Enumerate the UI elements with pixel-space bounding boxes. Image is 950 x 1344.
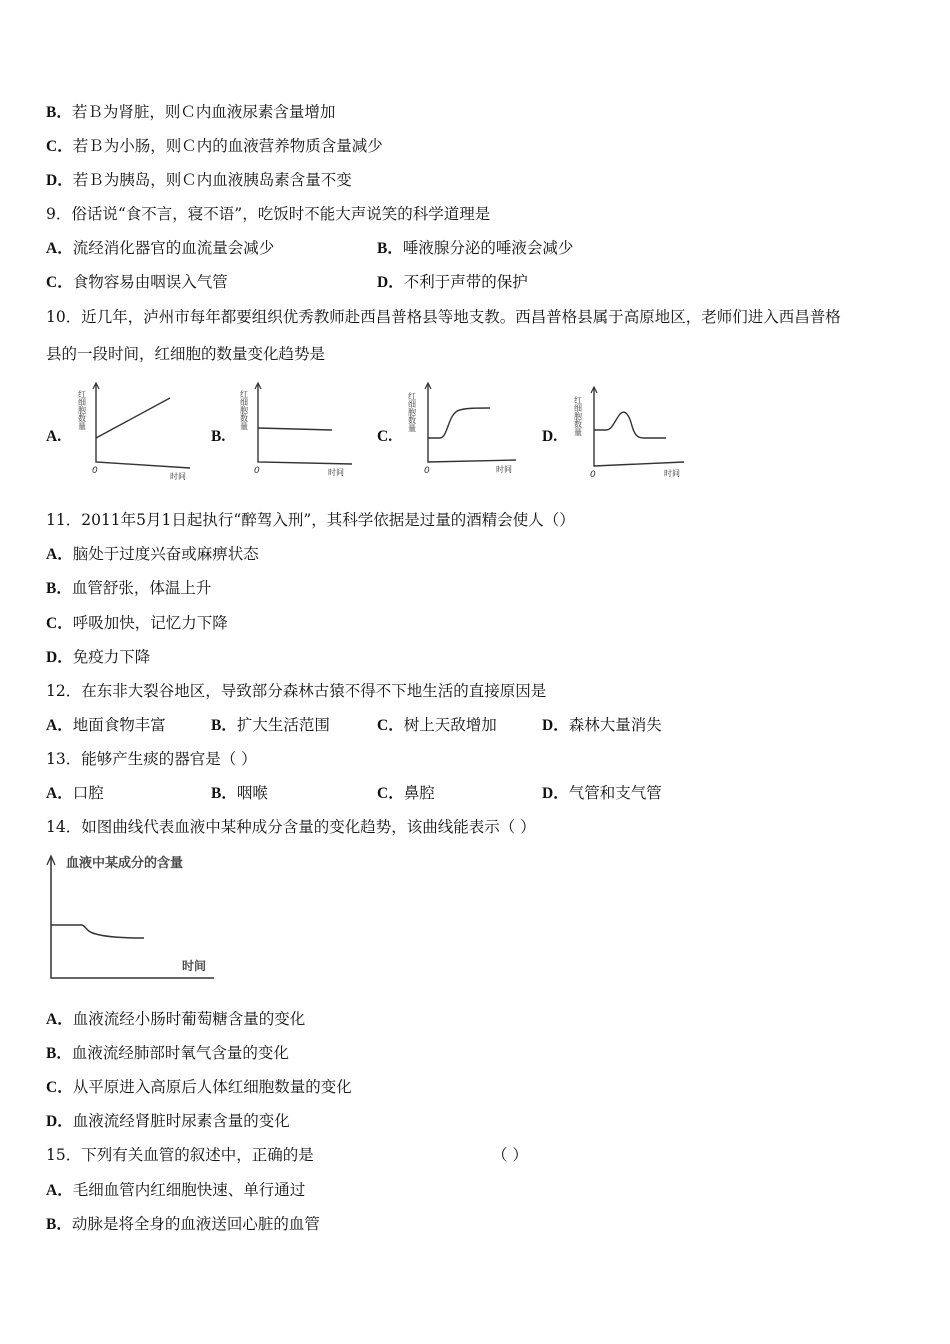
q12-stem: 12．在东非大裂谷地区，导致部分森林古猿不得不下地生活的直接原因是: [46, 682, 547, 700]
q13-option-c: C．鼻腔: [377, 784, 435, 802]
q11-stem: 11．2011年5月1日起执行“醉驾入刑”，其科学依据是过量的酒精会使人（）: [46, 511, 575, 529]
q8-option-d: D．若Ｂ为胰岛，则Ｃ内血液胰岛素含量不变: [46, 171, 352, 189]
q11-option-b: B．血管舒张，体温上升: [46, 579, 212, 597]
graph-d-ylabel: 红细胞数量: [573, 396, 583, 436]
q9-option-d: D．不利于声带的保护: [377, 273, 528, 291]
q15-option-a: A．毛细血管内红细胞快速、单行通过: [46, 1181, 306, 1199]
graph-b-curve: [258, 428, 332, 430]
graph-d-axes: [594, 388, 684, 466]
q14-graph: [40, 850, 230, 990]
q14-option-d: D．血液流经肾脏时尿素含量的变化: [46, 1112, 290, 1130]
q13-option-d: D．气管和支气管: [542, 784, 662, 802]
q14-option-a: A．血液流经小肠时葡萄糖含量的变化: [46, 1010, 306, 1028]
graph-b-origin: 0: [254, 466, 260, 476]
q11-option-c: C．呼吸加快，记忆力下降: [46, 614, 228, 632]
q9-option-c: C．食物容易由咽误入气管: [46, 273, 228, 291]
graph-b-ylabel: 红细胞数量: [240, 390, 249, 430]
graph-a-origin: 0: [92, 466, 98, 476]
q13-stem: 13．能够产生痰的器官是（ ）: [46, 750, 257, 768]
graph-c-axes: [428, 384, 516, 462]
q14-option-c: C．从平原进入高原后人体红细胞数量的变化: [46, 1078, 352, 1096]
q10-graph-c: [408, 380, 528, 480]
q14-option-b: B．血液流经肺部时氧气含量的变化: [46, 1044, 289, 1062]
graph-c-ylabel: 红细胞数量: [408, 392, 417, 432]
q12-option-c: C．树上天敌增加: [377, 716, 497, 734]
graph-c-xlabel: 时间: [496, 465, 512, 474]
q10-stem-line2: 县的一段时间，红细胞的数量变化趋势是: [46, 345, 326, 363]
q15-stem: 15．下列有关血管的叙述中，正确的是: [46, 1146, 314, 1164]
q14-stem: 14．如图曲线代表血液中某种成分含量的变化趋势，该曲线能表示（ ）: [46, 818, 536, 836]
q10-graph-a-label: A.: [46, 428, 62, 445]
q12-option-d: D．森林大量消失: [542, 716, 662, 734]
graph-a-curve: [96, 398, 170, 438]
q11-option-a: A．脑处于过度兴奋或麻痹状态: [46, 545, 259, 563]
graph-a-ylabel: 红细胞数量: [78, 390, 87, 430]
q10-graph-a: [78, 380, 198, 480]
q14-graph-xlabel: 时间: [182, 959, 207, 973]
graph-b-xlabel: 时间: [328, 468, 344, 477]
q10-graph-b: [240, 380, 360, 480]
graph-d-origin: 0: [590, 470, 596, 480]
q10-graph-b-label: B.: [211, 428, 226, 445]
q10-stem-line1: 10．近几年，泸州市每年都要组织优秀教师赴西昌普格县等地支教。西昌普格县属于高原地区，老师们进入西昌普格: [46, 308, 841, 326]
q11-option-d: D．免疫力下降: [46, 648, 151, 666]
q15-answer-bracket: （ ）: [492, 1146, 528, 1164]
q9-option-a: A．流经消化器官的血流量会减少: [46, 239, 275, 257]
q10-graph-d: [572, 384, 692, 484]
q12-option-b: B．扩大生活范围: [211, 716, 330, 734]
q14-graph-curve: [51, 925, 144, 938]
q9-option-b: B．唾液腺分泌的唾液会减少: [377, 239, 574, 257]
q9-stem: 9．俗话说“食不言，寝不语”，吃饭时不能大声说笑的科学道理是: [46, 205, 491, 223]
q8-option-c: C．若Ｂ为小肠，则Ｃ内的血液营养物质含量减少: [46, 137, 383, 155]
q14-graph-ylabel: 血液中某成分的含量: [66, 856, 184, 871]
q13-option-b: B．咽喉: [211, 784, 268, 802]
graph-b-axes: [258, 384, 352, 464]
graph-c-curve: [428, 408, 490, 438]
graph-c-origin: 0: [424, 466, 430, 476]
graph-a-xlabel: 时间: [170, 472, 186, 480]
q15-option-b: B．动脉是将全身的血液送回心脏的血管: [46, 1215, 320, 1233]
graph-d-curve: [594, 412, 666, 438]
q12-option-a: A．地面食物丰富: [46, 716, 166, 734]
graph-a-axes: [96, 384, 190, 468]
q13-option-a: A．口腔: [46, 784, 104, 802]
q10-graph-d-label: D.: [542, 428, 558, 445]
q8-option-b: B．若Ｂ为肾脏，则Ｃ内血液尿素含量增加: [46, 103, 336, 121]
q10-graph-c-label: C.: [377, 428, 393, 445]
graph-d-xlabel: 时间: [664, 469, 680, 478]
